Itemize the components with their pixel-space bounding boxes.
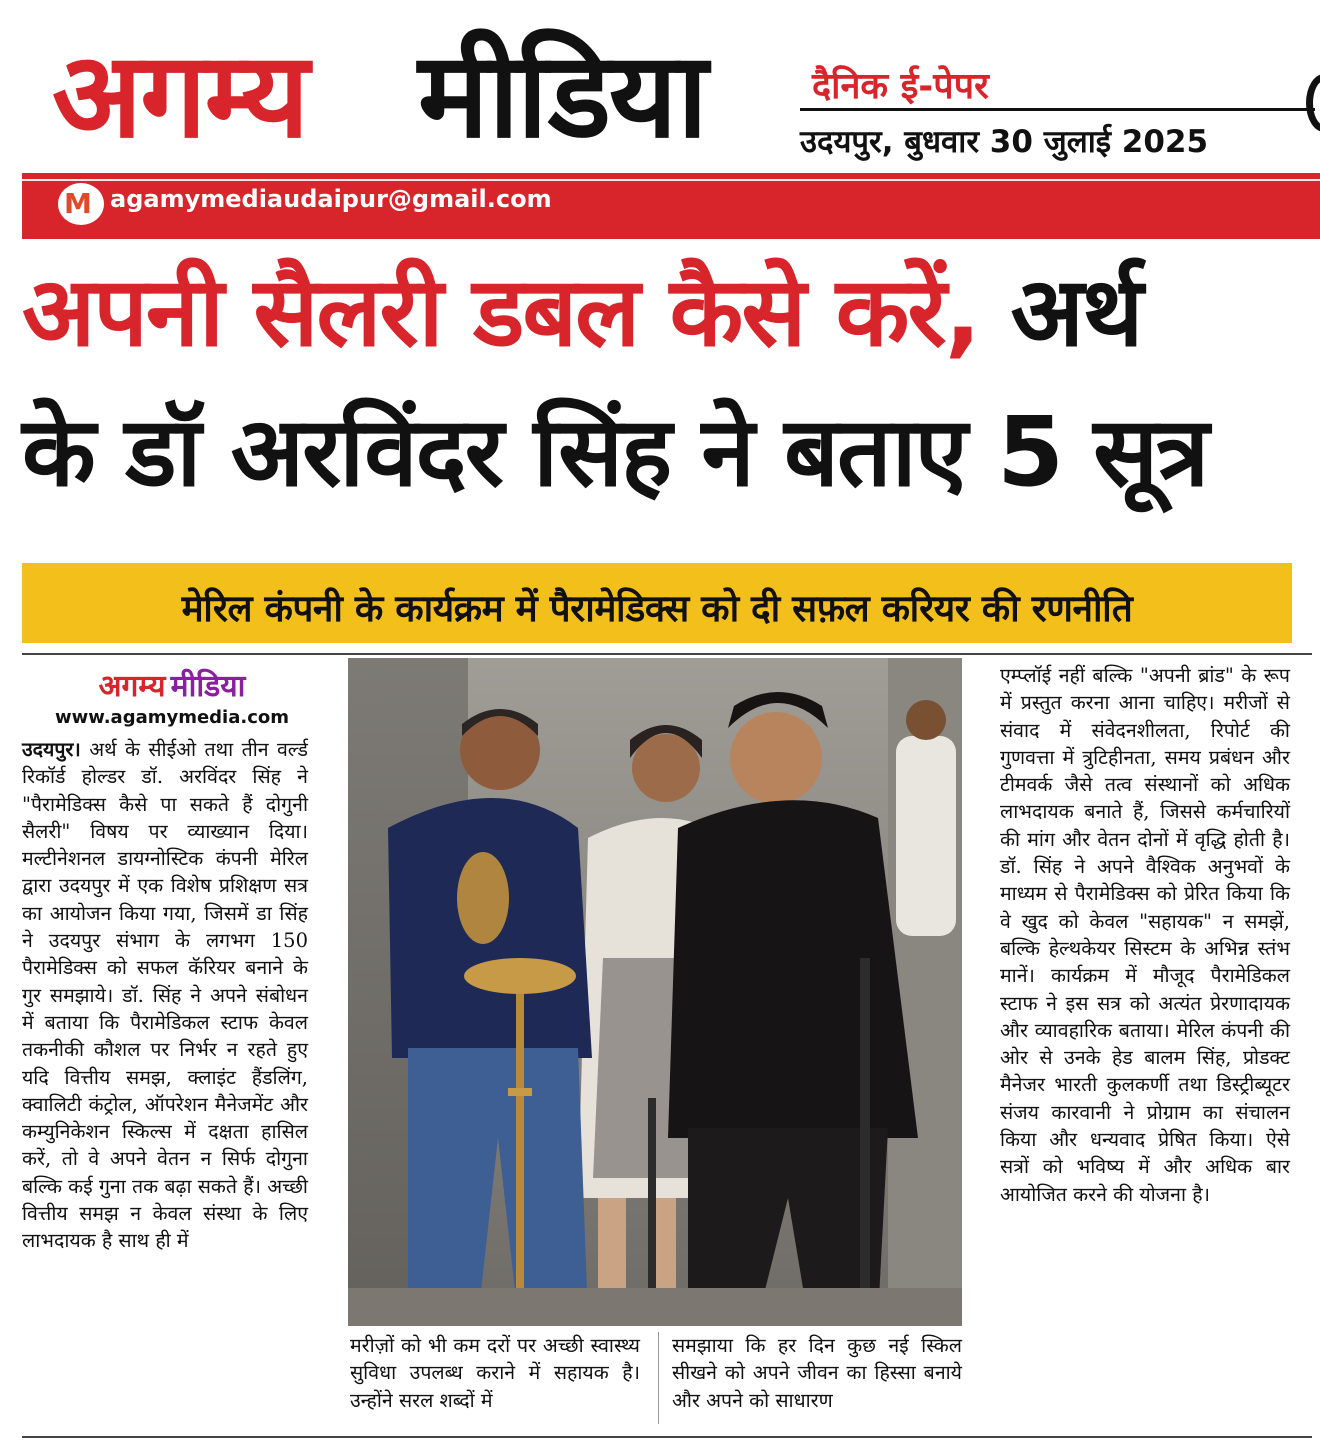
event-photo [348, 658, 962, 1326]
website-url[interactable]: www.agamymedia.com [54, 707, 290, 728]
event-photo-illustration [348, 658, 962, 1326]
column-divider [658, 1332, 659, 1424]
headline-black-text: अर्थ [1010, 256, 1142, 368]
headline-red-text: अपनी सैलरी डबल कैसे करें, [22, 256, 980, 368]
article-column-2: मरीज़ों को भी कम दरों पर अच्छी स्वास्थ्य सुविधा उपलब्ध कराने में सहायक है। उन्होंने सरल शब्दों में [350, 1334, 640, 1412]
dateline: उदयपुर, बुधवार 30 जुलाई 2025 [800, 124, 1209, 160]
edge-ring-decoration [1306, 74, 1320, 132]
small-logo-part2: मीडिया [170, 669, 246, 704]
headline-line1 [22, 256, 1142, 368]
edition-label: दैनिक ई-पेपर [812, 66, 989, 107]
article-col1-text: अर्थ के सीईओ तथा तीन वर्ल्ड रिकॉर्ड होल्डर डॉ. अरविंदर सिंह ने "पैरामेडिक्स कैसे पा सकते हैं दोगुनी सैलरी" विषय पर व्याख्यान दिया। मल्टीनेशनल डायग्नोस्टिक कंपनी मेरिल द्वारा उदयपुर में एक विशेष प्रशिक्षण सत्र का आयोजन किया गया, जिसमें डा सिंह ने उदयपुर संभाग के लगभग 150 पैरामेडिक्स को सफल कॅरियर बनाने के गुर समझाये। डॉ. सिंह ने अपने संबोधन में बताया कि पैरामेडिकल स्टाफ केवल तकनीकी कौशल पर निर्भर न रहते हुए यदि वित्तीय समझ, क्लाइंट हैंडलिंग, क्वालिटी कंट्रोल, ऑपरेशन मैनेजमेंट और कम्युनिकेशन स्किल्स में दक्षता हासिल करें, तो वे अपने वेतन न सिर्फ दोगुना बल्कि कई गुना तक बढ़ा सकते हैं। अच्छी वित्तीय समझ न केवल संस्था के लिए लाभदायक है साथ ही में [22, 738, 308, 1253]
gmail-icon-letter: M [64, 187, 92, 220]
article-column-1 [22, 736, 308, 1255]
masthead-divider [800, 108, 1315, 111]
small-logo [22, 664, 322, 728]
gmail-icon [58, 183, 104, 225]
email-banner [22, 173, 1320, 239]
bottom-divider [22, 1436, 1312, 1438]
masthead-title-part1: अगम्य [52, 26, 308, 164]
subheadline-bar [22, 563, 1292, 643]
article-place: उदयपुर। [22, 738, 81, 761]
headline-line2: के डॉ अरविंदर सिंह ने बताए 5 सूत्र [22, 396, 1208, 508]
article-column-3: समझाया कि हर दिन कुछ नई स्किल सीखने को अपने जीवन का हिस्सा बनाये और अपने को साधारण [672, 1334, 962, 1412]
article-column-4: एम्प्लॉई नहीं बल्कि "अपनी ब्रांड" के रूप में प्रस्तुत करना आना चाहिए। मरीजों से संवाद में संवेदनशीलता, रिपोर्ट की गुणवत्ता में त्रुटिहीनता, समय प्रबंधन और टीमवर्क जैसे तत्व संस्थानों को अधिक लाभदायक बनाते हैं, जिससे कर्मचारियों की मांग और वेतन दोनों में वृद्धि होती है। डॉ. सिंह ने अपने वैश्विक अनुभवों के माध्यम से पैरामेडिक्स को प्रेरित किया कि वे खुद को केवल "सहायक" न समझें, बल्कि हेल्थकेयर सिस्टम के अभिन्न स्तंभ मानें। कार्यक्रम में मौजूद पैरामेडिकल स्टाफ ने इस सत्र को अत्यंत प्रेरणादायक और व्यावहारिक बताया। मेरिल कंपनी की ओर से उनके हेड बालम सिंह, प्रोडक्ट मैनेजर भारती कुलकर्णी तथा डिस्ट्रीब्यूटर संजय कारवानी ने प्रोग्राम का संचालन किया और धन्यवाद प्रेषित किया। ऐसे सत्रों को भविष्य में और अधिक बार आयोजित करने की योजना है। [1000, 664, 1290, 1206]
subheadline: मेरिल कंपनी के कार्यक्रम में पैरामेडिक्स को दी सफ़ल करियर की रणनीति [181, 587, 1133, 630]
banner-line [22, 179, 1320, 181]
small-logo-part1: अगम्य [98, 669, 166, 704]
masthead-title-part2: मीडिया [418, 26, 706, 164]
section-divider [22, 653, 1312, 655]
email-address[interactable]: agamymediaudaipur@gmail.com [110, 185, 552, 213]
